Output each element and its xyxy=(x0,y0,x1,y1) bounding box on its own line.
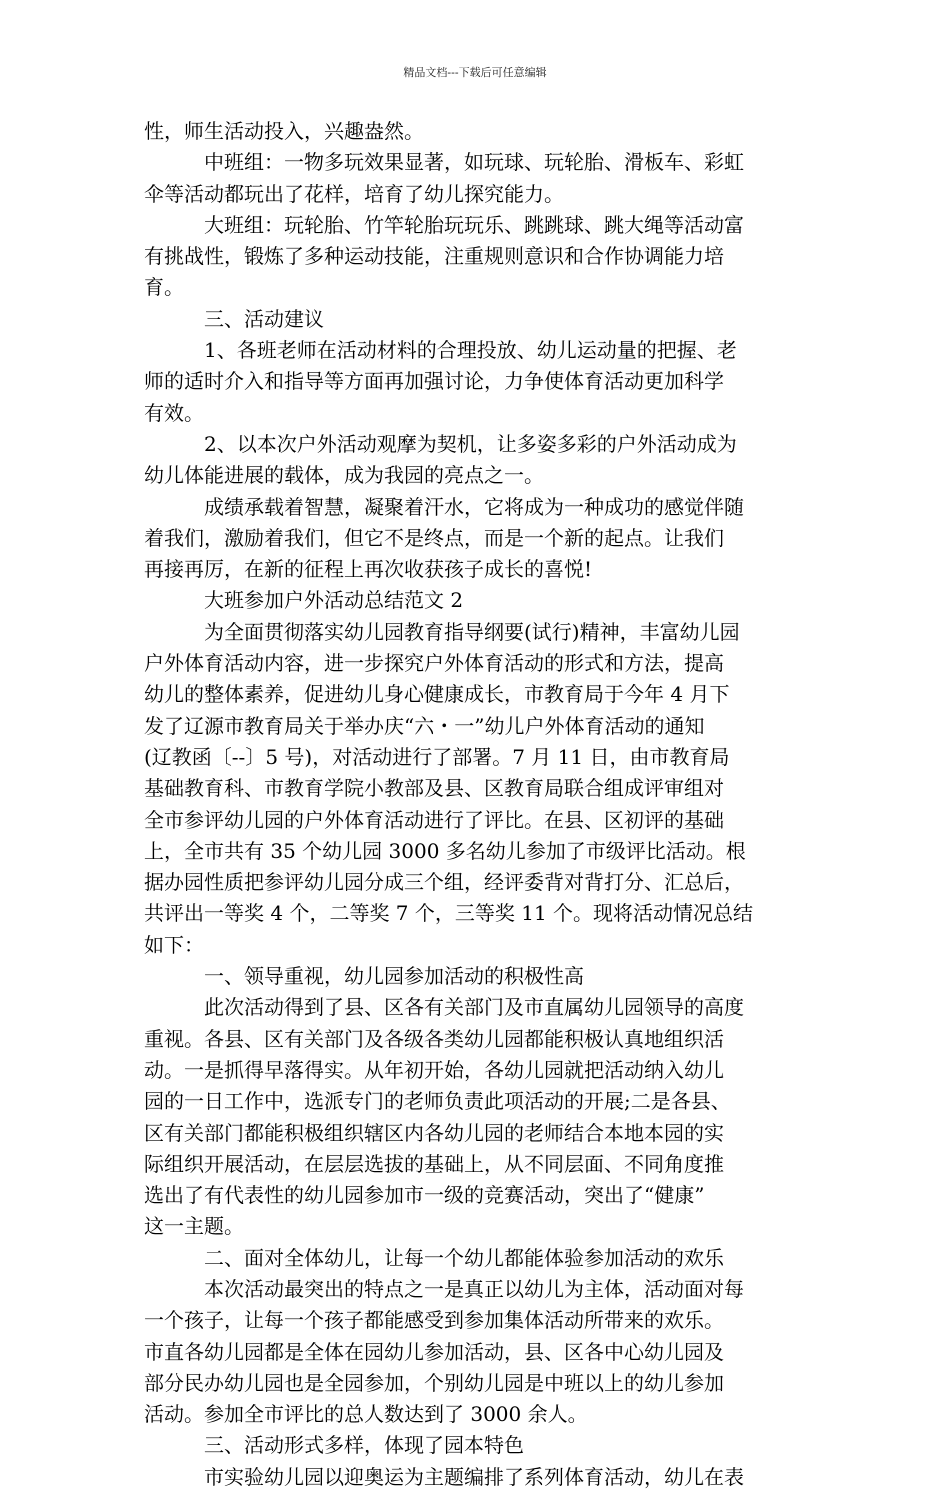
text-line: 据办园性质把参评幼儿园分成三个组，经评委背对背打分、汇总后， xyxy=(144,870,744,895)
document-body xyxy=(144,116,812,1493)
text-line: 伞等活动都玩出了花样，培育了幼儿探究能力。 xyxy=(144,181,564,206)
text-line: 2、以本次户外活动观摩为契机，让多姿多彩的户外活动成为 xyxy=(204,431,737,456)
text-line: 中班组：一物多玩效果显著，如玩球、玩轮胎、滑板车、彩虹 xyxy=(204,150,744,175)
text-line: 此次活动得到了县、区各有关部门及市直属幼儿园领导的高度 xyxy=(204,995,744,1020)
text-line: 共评出一等奖 4 个，二等奖 7 个，三等奖 11 个。现将活动情况总结 xyxy=(144,901,754,926)
text-line: (辽教函〔--〕5 号)，对活动进行了部署。7 月 11 日，由市教育局 xyxy=(144,744,730,769)
text-line: 成绩承载着智慧，凝聚着汗水，它将成为一种成功的感觉伴随 xyxy=(204,494,744,519)
text-line: 为全面贯彻落实幼儿园教育指导纲要(试行)精神，丰富幼儿园 xyxy=(204,619,740,644)
text-line: 育。 xyxy=(144,275,184,300)
text-line: 上，全市共有 35 个幼儿园 3000 多名幼儿参加了市级评比活动。根 xyxy=(144,838,746,863)
text-line: 如下： xyxy=(144,932,204,957)
text-line: 选出了有代表性的幼儿园参加市一级的竞赛活动，突出了“健康” xyxy=(144,1183,705,1208)
text-line: 区有关部门都能积极组织辖区内各幼儿园的老师结合本地本园的实 xyxy=(144,1120,724,1145)
text-line: 际组织开展活动，在层层选拔的基础上，从不同层面、不同角度推 xyxy=(144,1151,724,1176)
page-header: 精品文档---下载后可任意编辑 xyxy=(403,66,547,79)
text-line: 三、活动建议 xyxy=(204,306,324,331)
text-line: 师的适时介入和指导等方面再加强讨论，力争使体育活动更加科学 xyxy=(144,369,724,394)
text-line: 大班参加户外活动总结范文 2 xyxy=(204,588,464,613)
text-line: 有效。 xyxy=(144,400,204,425)
text-line: 三、活动形式多样，体现了园本特色 xyxy=(204,1433,524,1458)
text-line: 着我们，激励着我们，但它不是终点，而是一个新的起点。让我们 xyxy=(144,525,724,550)
text-line: 一、领导重视，幼儿园参加活动的积极性高 xyxy=(204,964,584,989)
text-line: 二、面对全体幼儿，让每一个幼儿都能体验参加活动的欢乐 xyxy=(204,1245,724,1270)
text-line: 部分民办幼儿园也是全园参加，个别幼儿园是中班以上的幼儿参加 xyxy=(144,1370,724,1395)
text-line: 全市参评幼儿园的户外体育活动进行了评比。在县、区初评的基础 xyxy=(144,807,724,832)
text-line: 重视。各县、区有关部门及各级各类幼儿园都能积极认真地组织活 xyxy=(144,1026,724,1051)
text-line: 园的一日工作中，选派专门的老师负责此项活动的开展;二是各县、 xyxy=(144,1089,731,1114)
text-line: 再接再厉，在新的征程上再次收获孩子成长的喜悦! xyxy=(144,557,593,582)
text-line: 一个孩子，让每一个孩子都能感受到参加集体活动所带来的欢乐。 xyxy=(144,1308,724,1333)
text-line: 发了辽源市教育局关于举办庆“六・一”幼儿户外体育活动的通知 xyxy=(144,713,705,738)
text-line: 有挑战性，锻炼了多种运动技能，注重规则意识和合作协调能力培 xyxy=(144,244,724,269)
text-line: 市实验幼儿园以迎奥运为主题编排了系列体育活动，幼儿在表 xyxy=(204,1464,744,1489)
text-line: 这一主题。 xyxy=(144,1214,244,1239)
text-line: 动。一是抓得早落得实。从年初开始，各幼儿园就把活动纳入幼儿 xyxy=(144,1057,724,1082)
text-line: 性，师生活动投入，兴趣盎然。 xyxy=(144,119,424,143)
text-line: 活动。参加全市评比的总人数达到了 3000 余人。 xyxy=(144,1402,588,1427)
text-line: 本次活动最突出的特点之一是真正以幼儿为主体，活动面对每 xyxy=(204,1276,744,1301)
text-line: 基础教育科、市教育学院小教部及县、区教育局联合组成评审组对 xyxy=(144,776,724,801)
text-line: 大班组：玩轮胎、竹竿轮胎玩玩乐、跳跳球、跳大绳等活动富 xyxy=(204,212,744,237)
text-line: 幼儿的整体素养，促进幼儿身心健康成长，市教育局于今年 4 月下 xyxy=(144,682,730,707)
text-line: 1、各班老师在活动材料的合理投放、幼儿运动量的把握、老 xyxy=(204,338,737,363)
text-line: 市直各幼儿园都是全体在园幼儿参加活动，县、区各中心幼儿园及 xyxy=(144,1339,724,1364)
text-line: 户外体育活动内容，进一步探究户外体育活动的形式和方法，提高 xyxy=(144,651,724,676)
text-line: 幼儿体能进展的载体，成为我园的亮点之一。 xyxy=(144,463,544,488)
